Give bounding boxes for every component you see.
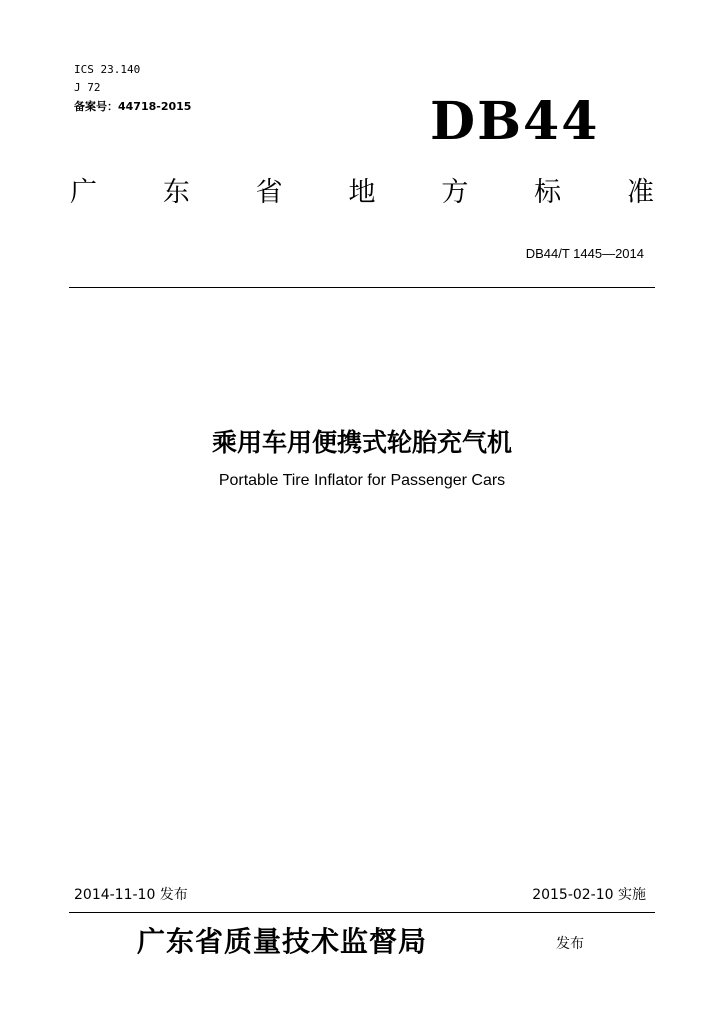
chinese-title: 乘用车用便携式轮胎充气机 [211,428,512,457]
implementation-date: 2015-02-10 实施 [532,887,646,903]
bottom-divider [69,912,655,913]
db-mark: DB44 [430,91,600,152]
standard-type-char: 东 [162,177,190,208]
standard-type-char: 省 [255,177,283,208]
standard-type-char: 标 [534,177,562,208]
ics-code: ICS 23.140 [74,63,141,76]
issuing-authority: 广东省质量技术监督局 [137,925,428,958]
standard-type-char: 广 [70,177,97,208]
standard-type-heading [70,175,654,211]
issue-date: 2014-11-10 发布 [74,887,188,903]
issuer-suffix: 发布 [556,936,584,952]
standard-type-char: 方 [441,177,469,208]
standard-code: DB44/T 1445—2014 [525,246,644,261]
english-title: Portable Tire Inflator for Passenger Cars [218,472,506,489]
standard-type-char: 准 [626,177,654,208]
standard-type-char: 地 [348,177,376,208]
ccs-code: J 72 [74,81,101,94]
top-divider [69,287,655,288]
record-number: 备案号：44718-2015 [74,100,192,113]
